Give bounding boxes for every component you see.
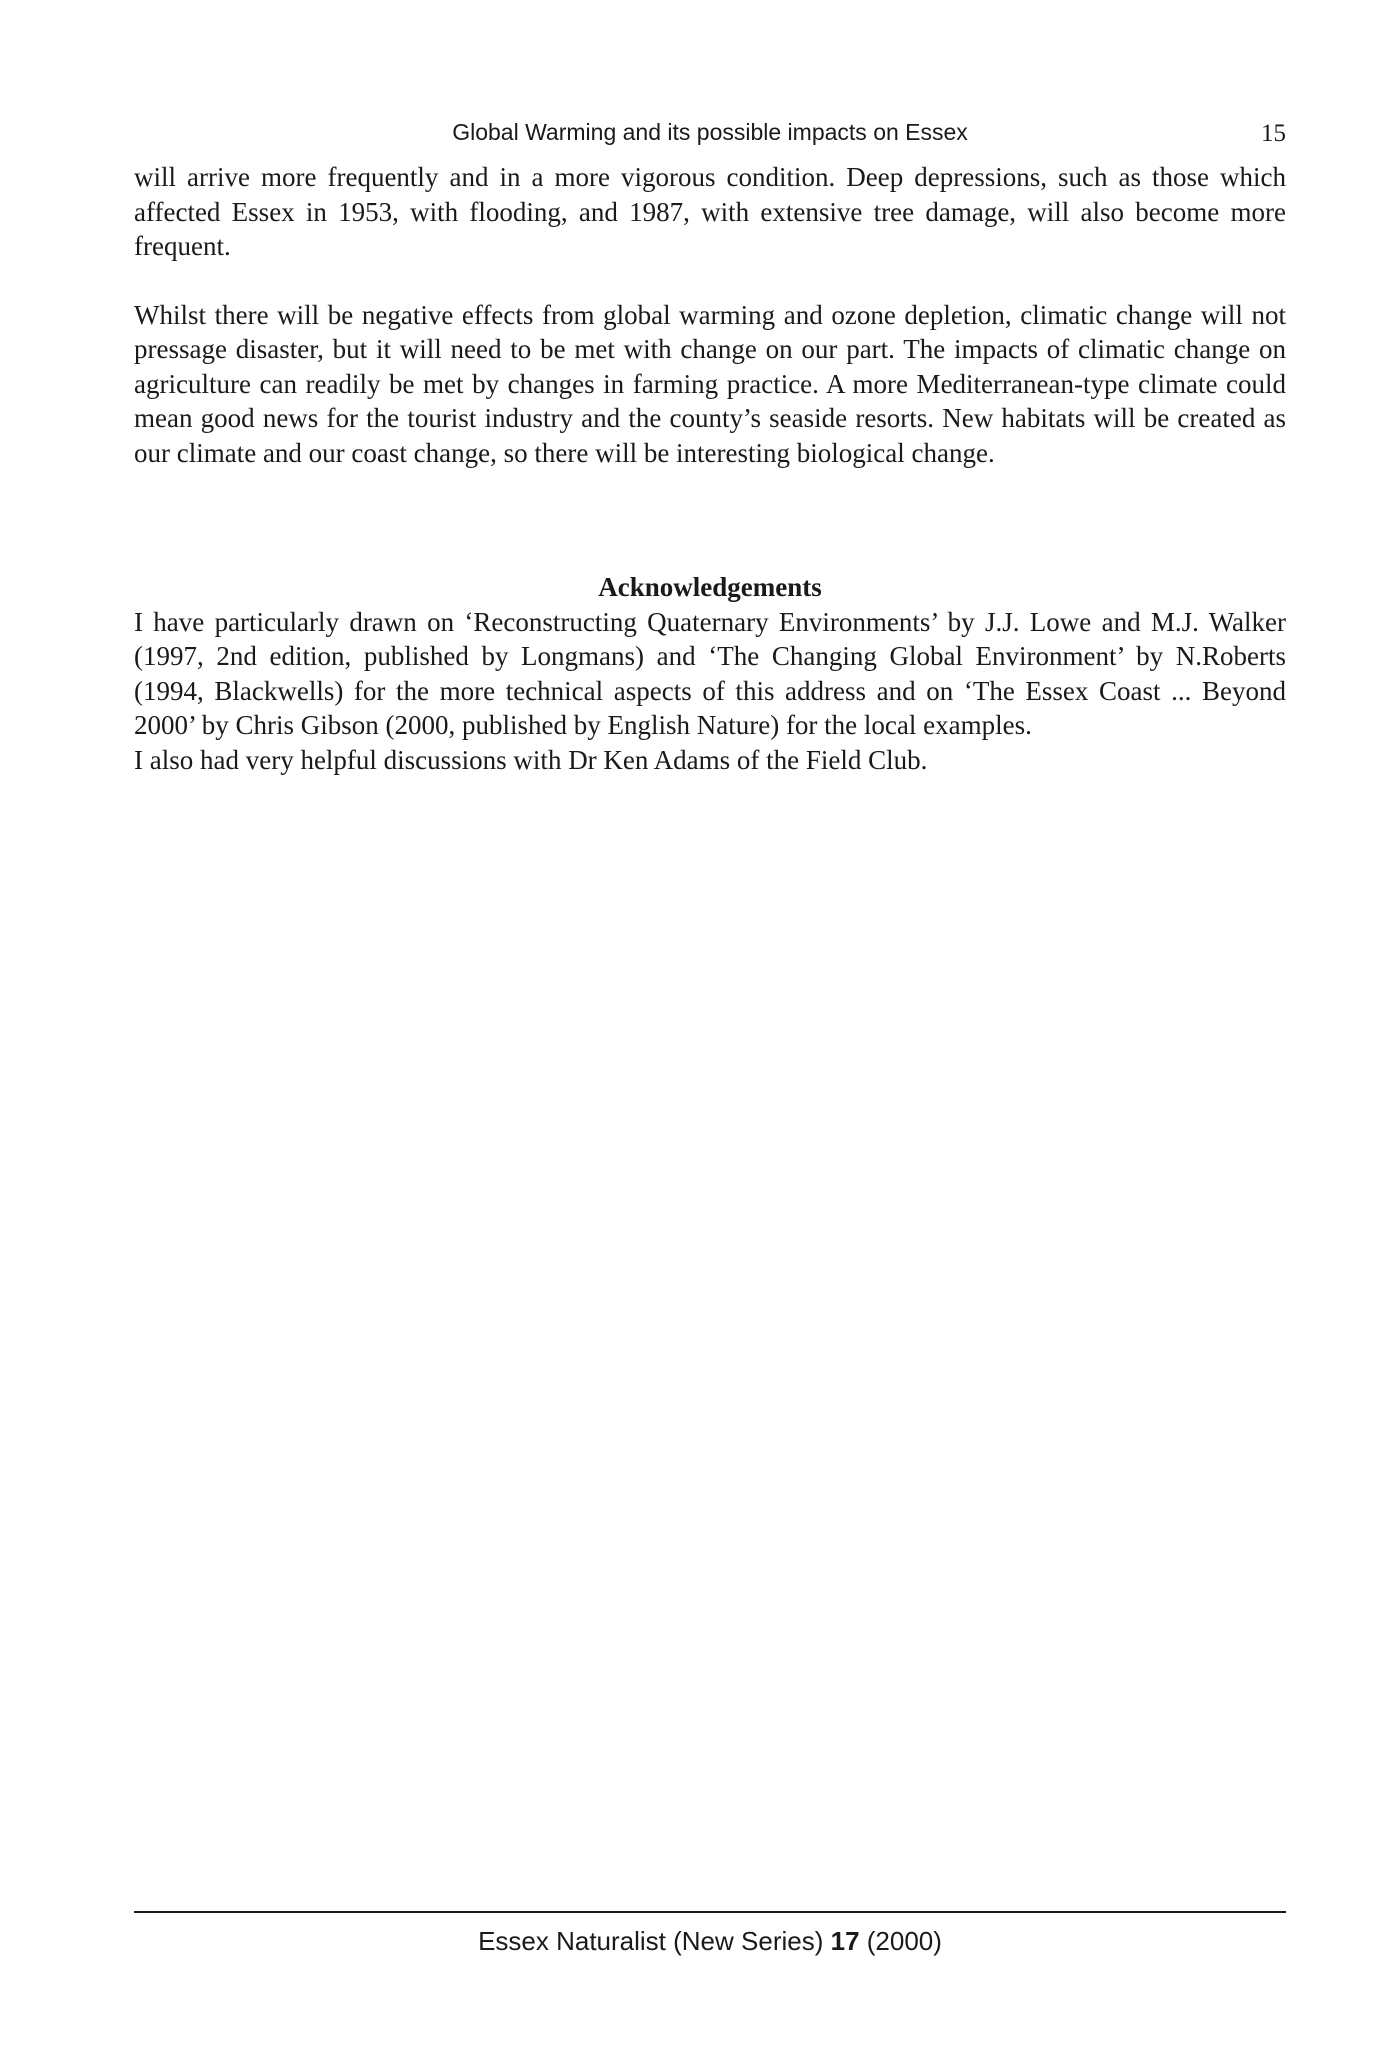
acknowledgements-paragraph: I have particularly drawn on ‘Reconstructing Quaternary Environments’ by J.J. Lowe and M.J. Walker (1997, 2nd edition, published by Longmans) and ‘The Changing Global Environment’ by N.Roberts (1994, Blackwells) for the more technical aspects of this address and on ‘The Essex Coast ... Beyond 2000’ by Chris Gibson (2000, published by English Nature) for the local examples. bbox=[134, 606, 1286, 740]
footer bbox=[134, 1924, 1286, 1958]
footer-rule bbox=[134, 1911, 1286, 1913]
acknowledgements-heading: Acknowledgements bbox=[598, 572, 822, 602]
page-number: 15 bbox=[1261, 120, 1286, 147]
running-header bbox=[134, 116, 1286, 152]
running-title: Global Warming and its possible impacts on Essex bbox=[452, 119, 968, 145]
body-paragraph: will arrive more frequently and in a more vigorous condition. Deep depressions, such as those which affected Essex in 1953, with flooding, and 1987, with extensive tree damage, will also become more frequent. bbox=[134, 162, 1286, 261]
body-text bbox=[134, 160, 1286, 777]
body-paragraph: Whilst there will be negative effects from global warming and ozone depletion, climatic change will not pressage disaster, but it will need to be met with change on our part. The impacts of climatic change on agriculture can readily be met by changes in farming practice. A more Mediterranean-type climate could mean good news for the tourist industry and the county’s seaside resorts. New habitats will be created as our climate and our coast change, so there will be interesting biological change. bbox=[134, 299, 1286, 468]
acknowledgements-paragraph: I also had very helpful discussions with Dr Ken Adams of the Field Club. bbox=[134, 744, 928, 775]
footer-year: (2000) bbox=[866, 1926, 942, 1956]
footer-journal: Essex Naturalist (New Series) bbox=[478, 1926, 824, 1956]
footer-volume: 17 bbox=[830, 1926, 860, 1956]
